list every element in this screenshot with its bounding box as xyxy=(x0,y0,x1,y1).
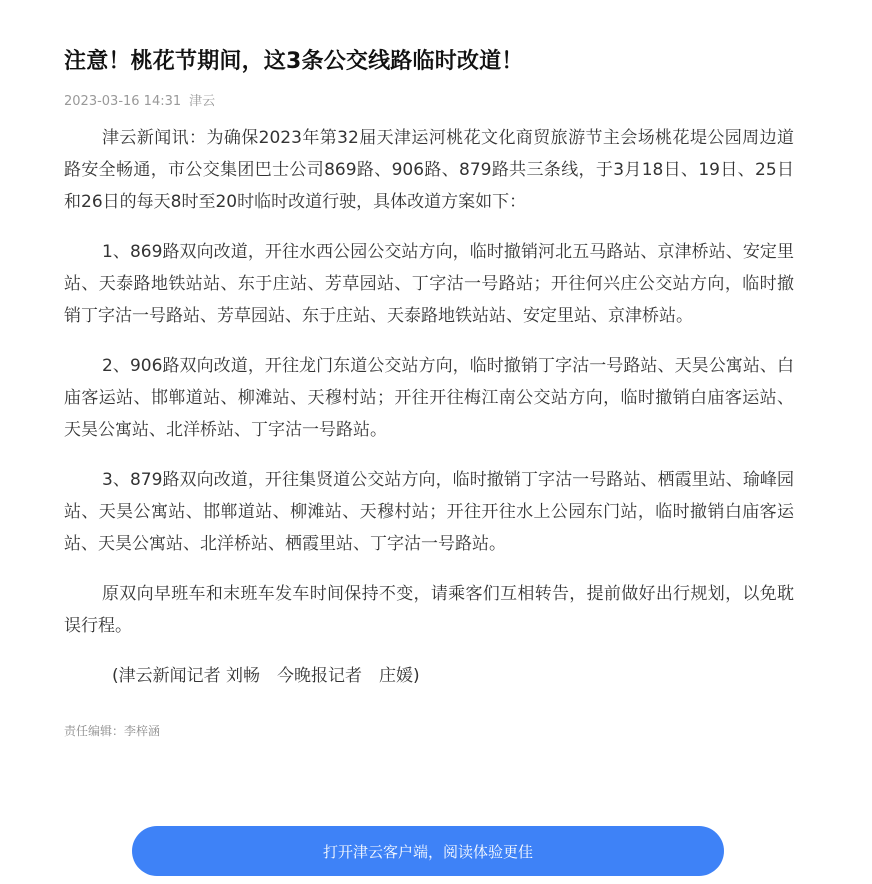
article-meta xyxy=(64,92,794,112)
article-paragraph: 津云新闻讯：为确保2023年第32届天津运河桃花文化商贸旅游节主会场桃花堤公园周边道路安全畅通，市公交集团巴士公司869路、906路、879路共三条线，于3月18日、19日、25日和26日的每天8时至20时临时改道行驶，具体改道方案如下： xyxy=(64,128,794,212)
article-title: 注意！桃花节期间，这3条公交线路临时改道！ xyxy=(64,49,524,74)
article-paragraph: 3、879路双向改道，开往集贤道公交站方向，临时撤销丁字沽一号路站、栖霞里站、瑜峰园站、天昊公寓站、邯郸道站、柳滩站、天穆村站；开往开往水上公园东门站，临时撤销白庙客运站、天昊公寓站、北洋桥站、栖霞里站、丁字沽一号路站。 xyxy=(64,470,794,554)
responsible-editor: 责任编辑：李梓涵 xyxy=(64,724,161,738)
open-app-button[interactable]: 打开津云客户端，阅读体验更佳 xyxy=(132,826,724,876)
publish-date: 2023-03-16 14:31 xyxy=(64,94,182,109)
article-paragraph: 原双向早班车和末班车发车时间保持不变，请乘客们互相转告，提前做好出行规划，以免耽误行程。 xyxy=(64,584,794,636)
article-byline: (津云新闻记者 刘畅 今晚报记者 庄媛) xyxy=(112,666,420,686)
article-paragraph: 1、869路双向改道，开往水西公园公交站方向，临时撤销河北五马路站、京津桥站、安定里站、天泰路地铁站站、东于庄站、芳草园站、丁字沽一号路站；开往何兴庄公交站方向，临时撤销丁字沽一号路站、芳草园站、东于庄站、天泰路地铁站站、安定里站、京津桥站。 xyxy=(64,242,794,326)
article-paragraph: 2、906路双向改道，开往龙门东道公交站方向，临时撤销丁字沽一号路站、天昊公寓站、白庙客运站、邯郸道站、柳滩站、天穆村站；开往开往梅江南公交站方向，临时撤销白庙客运站、天昊公寓站、北洋桥站、丁字沽一号路站。 xyxy=(64,356,794,440)
article-source: 津云 xyxy=(189,94,216,109)
article xyxy=(64,44,794,740)
